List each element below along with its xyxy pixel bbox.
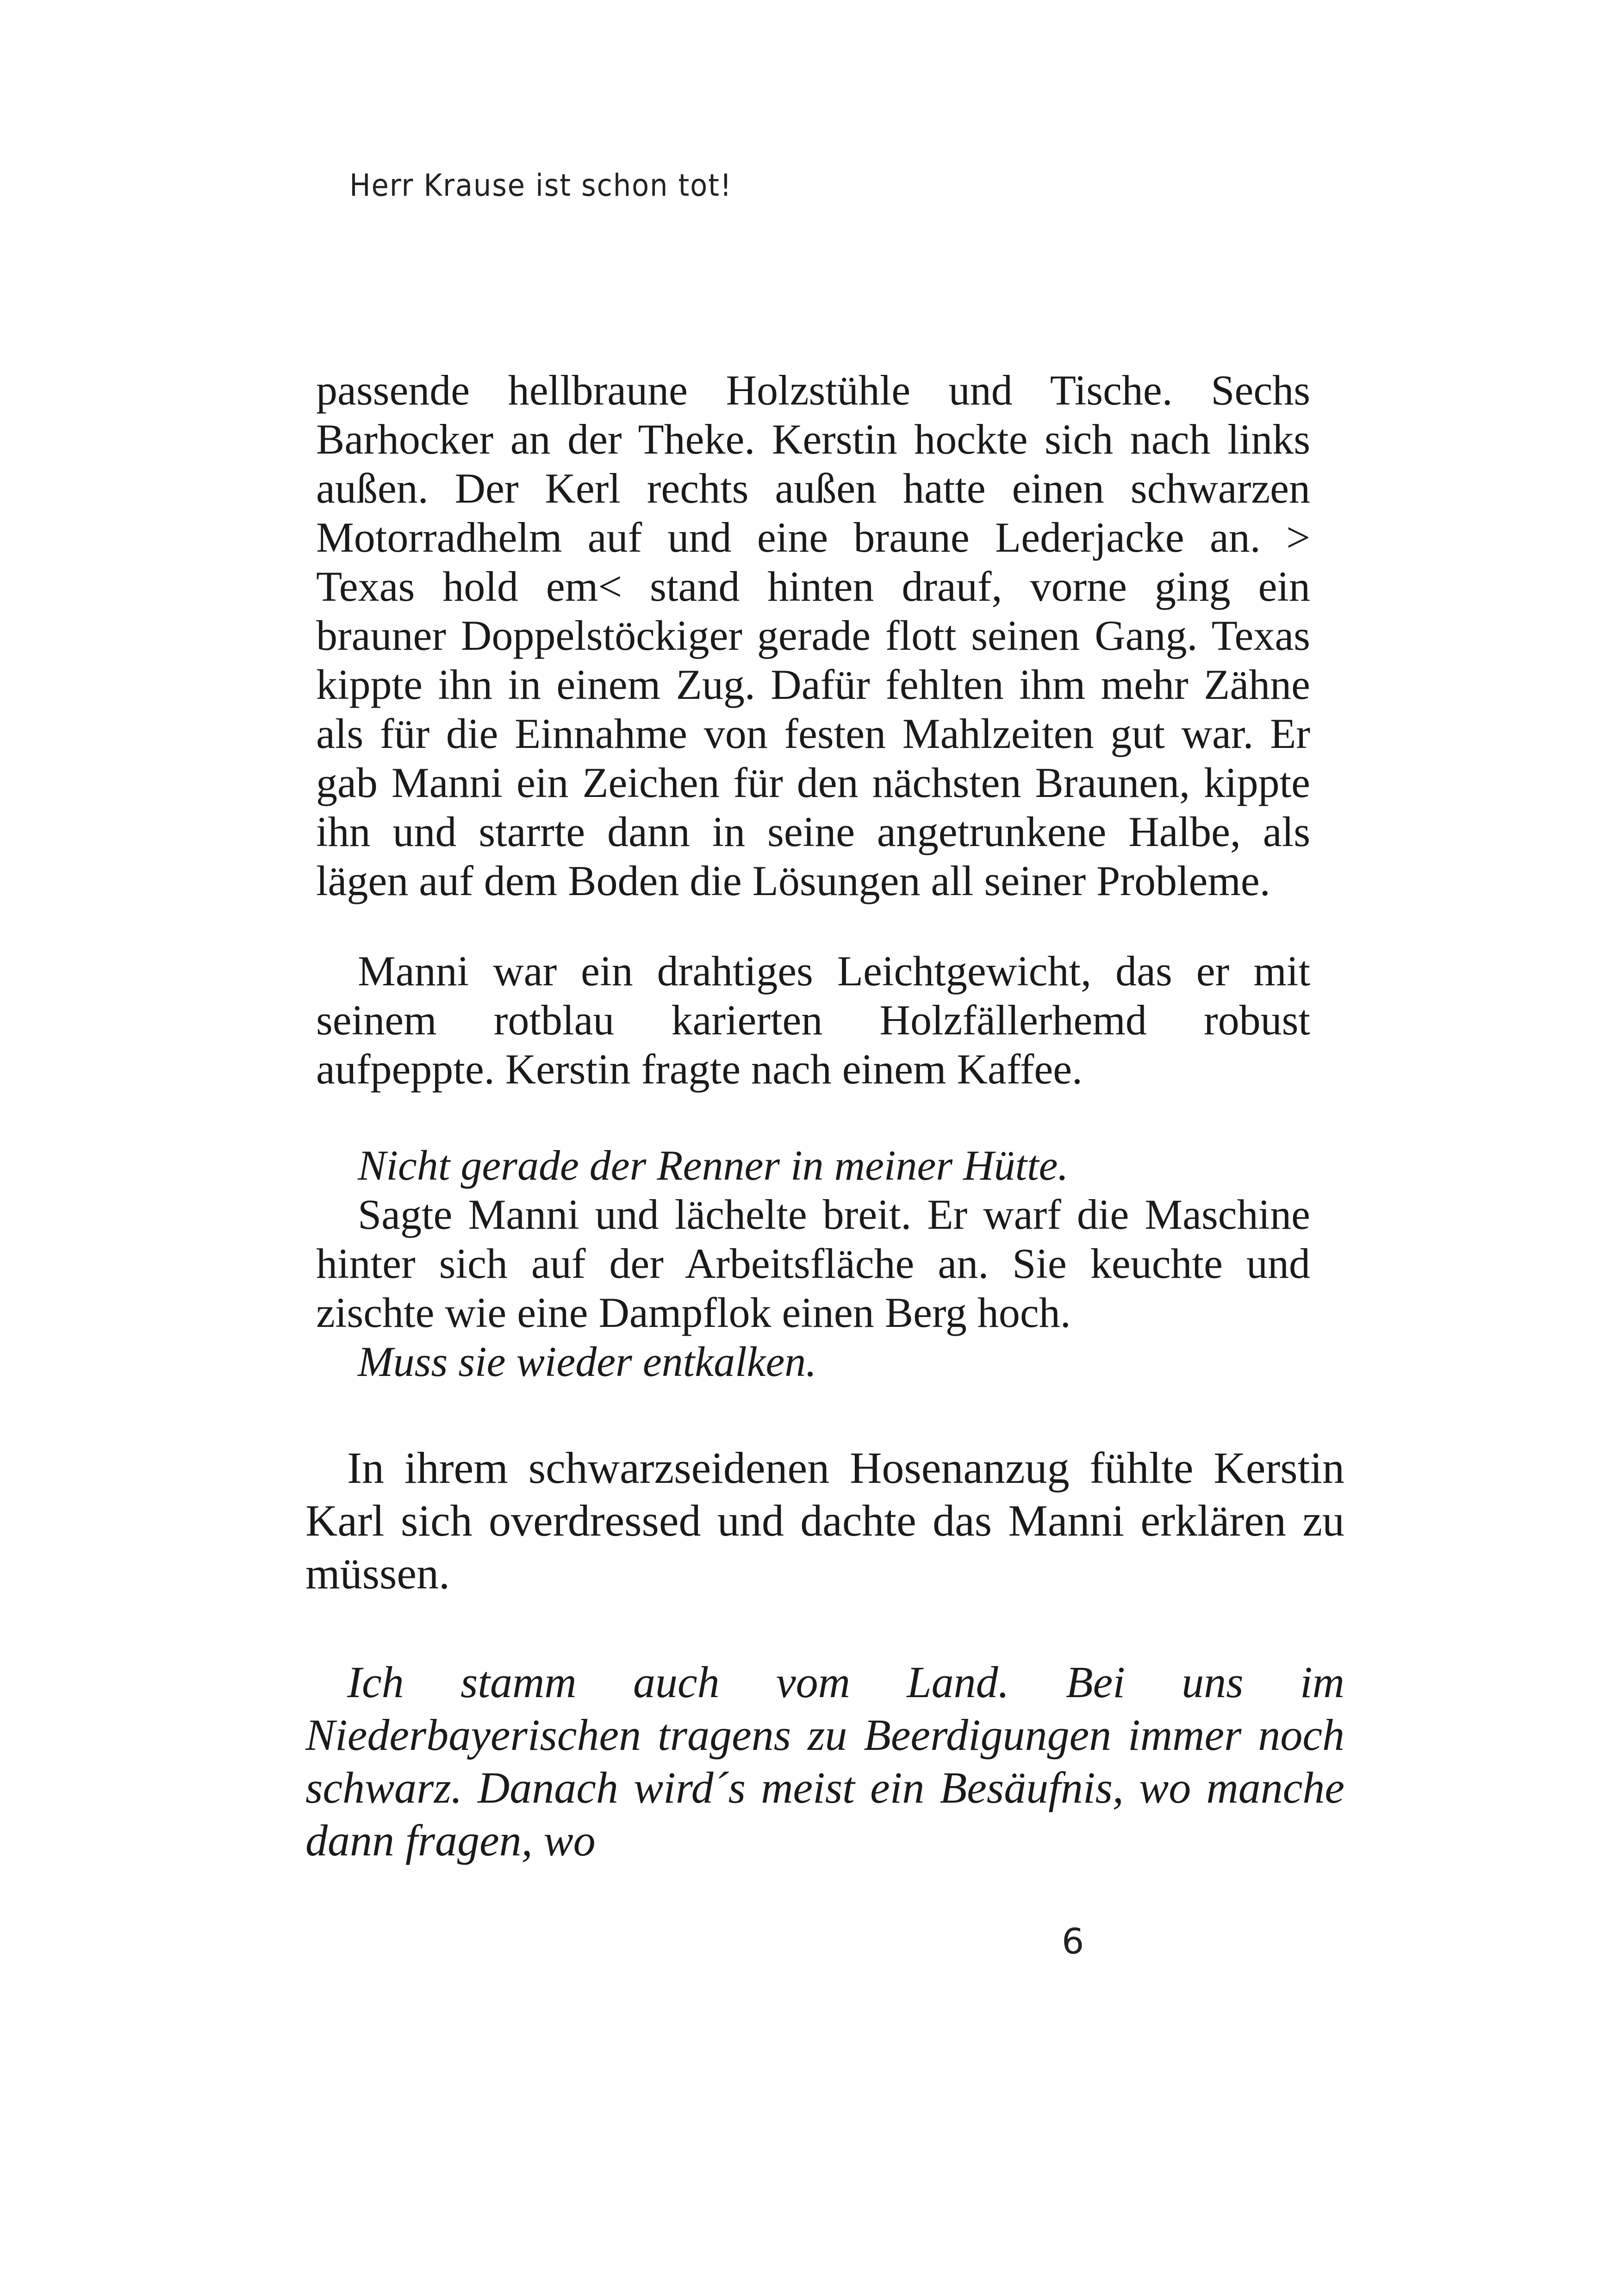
paragraph-manni-description: Manni war ein drahtiges Leichtgewicht, das er mit seinem rotblau karierten Holzfällerhemd robust aufpeppte. Kerstin fragte nach einem Kaffee.	[316, 947, 1310, 1093]
dialogue-niederbayern: Ich stamm auch vom Land. Bei uns im Niederbayerischen tragens zu Beerdigungen immer noch schwarz. Danach wird´s meist ein Besäufnis, wo manche dann fragen, wo	[305, 1657, 1344, 1865]
dialogue-entkalken: Muss sie wieder entkalken.	[358, 1338, 817, 1385]
page-number: 6	[1062, 1921, 1084, 1962]
paragraph-bar-scene: passende hellbraune Holzstühle und Tische. Sechs Barhocker an der Theke. Kerstin hockte sich nach links außen. Der Kerl rechts außen hatte einen schwarzen Motorradhelm auf und eine braune Lederjacke an. > Texas hold em< stand hinten drauf, vorne ging ein brauner Doppelstöckiger gerade flott seinen Gang. Texas kippte ihn in einem Zug. Dafür fehlten ihm mehr Zähne als für die Einnahme von festen Mahlzeiten gut war. Er gab Manni ein Zeichen für den nächsten Braunen, kippte ihn und starrte dann in seine angetrunkene Halbe, als lägen auf dem Boden die Lösungen all seiner Probleme.	[316, 367, 1310, 904]
paragraph-coffee-machine: Sagte Manni und lächelte breit. Er warf die Maschine hinter sich auf der Arbeitsfläche an. Sie keuchte und zischte wie eine Dampflok einen Berg hoch.	[316, 1191, 1310, 1336]
running-header: Herr Krause ist schon tot!	[349, 168, 732, 203]
dialogue-renner: Nicht gerade der Renner in meiner Hütte.	[358, 1142, 1069, 1189]
paragraph-hosenanzug: In ihrem schwarzseidenen Hosenanzug fühlte Kerstin Karl sich overdressed und dachte das Manni erklären zu müssen.	[305, 1443, 1344, 1598]
